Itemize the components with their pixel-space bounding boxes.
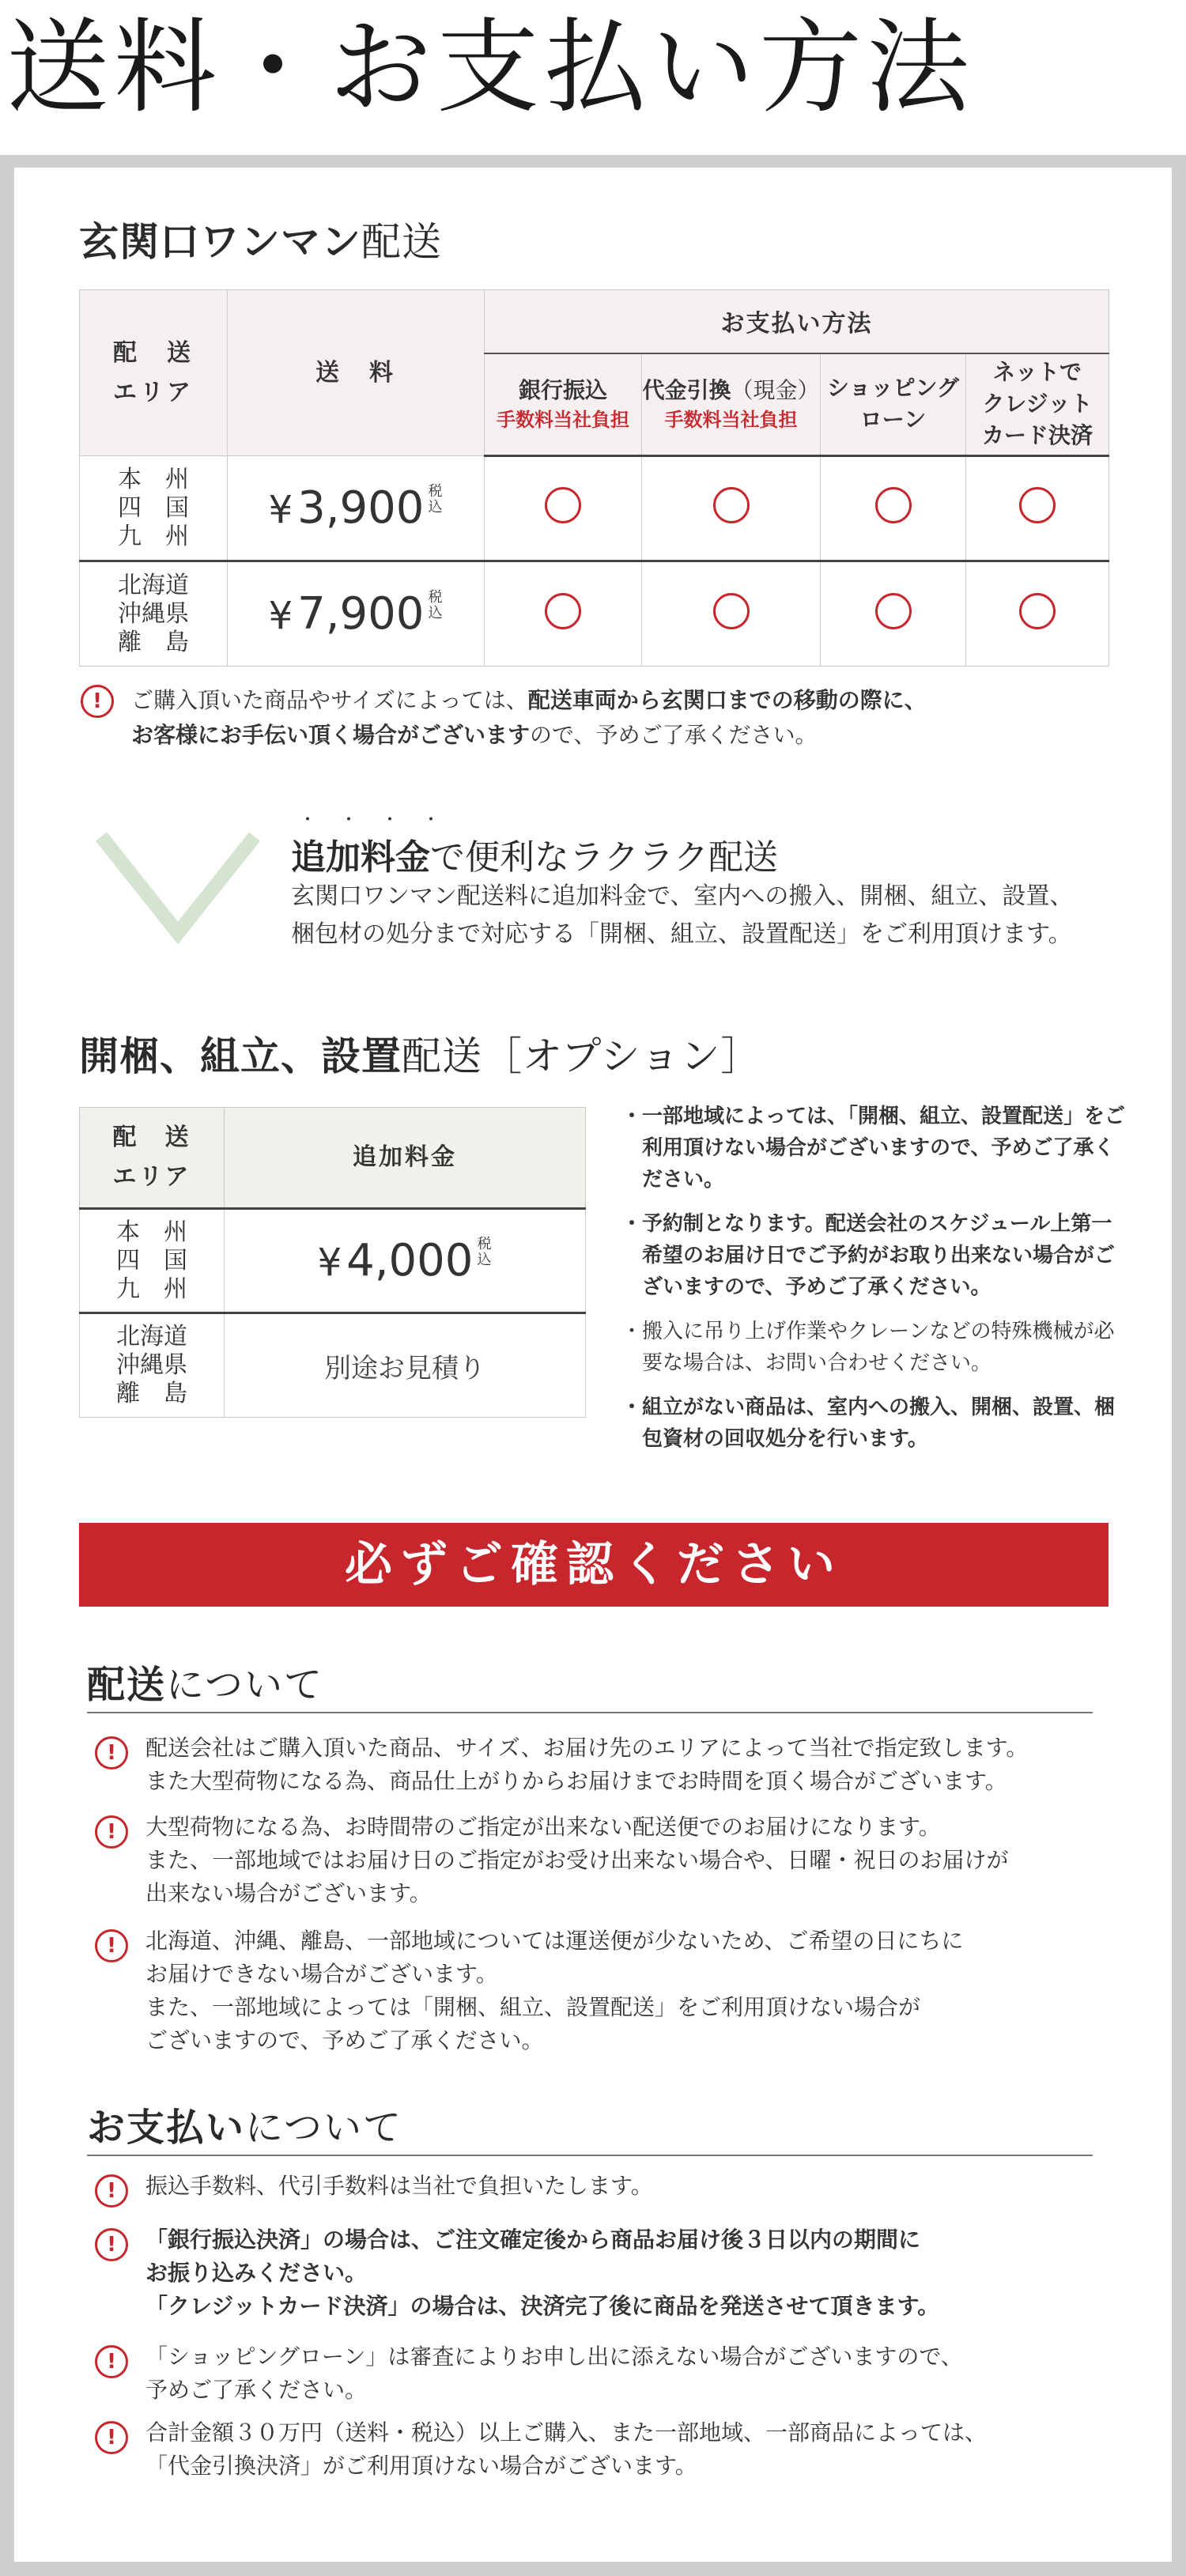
option-notes xyxy=(621,1101,1127,1467)
list-item: ・搬入に吊り上げ作業やクレーンなどの特殊機械が必要な場合は、お問い合わせください。 xyxy=(621,1320,1115,1375)
chevron-down-icon xyxy=(95,829,261,947)
option-fee-table xyxy=(79,1107,586,1418)
exclamation-icon: ! xyxy=(95,1736,128,1770)
exclamation-icon: ! xyxy=(95,1929,128,1962)
available-circle-icon xyxy=(1019,593,1056,629)
price-cell: ¥ 4,000 税 込 xyxy=(225,1209,586,1313)
header-payment-methods: お支払い方法 xyxy=(485,290,1109,353)
available-circle-icon xyxy=(545,487,581,523)
area-cell: 本 州 四 国 九 州 xyxy=(80,456,228,561)
rakuraku-title: 追加料金で便利なラクラク配送 xyxy=(291,837,778,878)
available-circle-icon xyxy=(875,487,912,523)
header-cod: 代金引換（現金） 手数料当社負担 xyxy=(642,353,821,456)
genkan-note: ご購入頂いた商品やサイズによっては、配送車両から玄関口までの移動の際に、 お客様にお手伝い頂く場合がございますので、予めご了承ください。 xyxy=(131,687,927,748)
list-item: ・一部地域によっては、「開梱、組立、設置配送」をご利用頂けない場合がございますので、予めご了承ください。 xyxy=(621,1105,1126,1192)
delivery-heading: 配送について xyxy=(87,1654,1093,1713)
header-additional-fee: 追加料金 xyxy=(225,1108,586,1209)
available-circle-icon xyxy=(1019,487,1056,523)
price-cell: ¥ 3,900 税 込 xyxy=(228,456,485,561)
available-circle-icon xyxy=(545,593,581,629)
table-row xyxy=(80,1209,586,1313)
available-circle-icon xyxy=(875,593,912,629)
list-item: ・組立がない商品は、室内への搬入、開梱、設置、梱包資材の回収処分を行います。 xyxy=(621,1396,1116,1451)
available-circle-icon xyxy=(713,593,750,629)
header-fee: 送 料 xyxy=(228,290,485,456)
exclamation-icon: ! xyxy=(81,685,114,718)
price-cell: ¥ 7,900 税 込 xyxy=(228,561,485,667)
table-row xyxy=(80,561,1109,667)
area-cell: 本 州 四 国 九 州 xyxy=(80,1209,225,1313)
header-credit-card: ネットで クレジット カード決済 xyxy=(966,353,1109,456)
table-row xyxy=(80,1313,586,1418)
area-cell: 北海道 沖縄県 離 島 xyxy=(80,561,228,667)
area-cell: 北海道 沖縄県 離 島 xyxy=(80,1313,225,1418)
exclamation-icon: ! xyxy=(95,2174,128,2208)
table-row xyxy=(80,456,1109,561)
exclamation-icon: ! xyxy=(95,1815,128,1849)
header-area: 配 送 エリア xyxy=(80,1108,225,1209)
emphasis-dots: ・・・・ xyxy=(299,810,464,830)
header-bank-transfer: 銀行振込 手数料当社負担 xyxy=(485,353,642,456)
estimate-cell: 別途お見積り xyxy=(225,1313,586,1418)
header-area: 配 送 エリア xyxy=(80,290,228,456)
list-item: ・予約制となります。配送会社のスケジュール上第一希望のお届け日でご予約がお取り出来ない場合がございますので、予めご了承ください。 xyxy=(621,1212,1116,1299)
rakuraku-description: 玄関口ワンマン配送料に追加料金で、室内への搬入、開梱、組立、設置、 梱包材の処分まで対応する「開梱、組立、設置配送」をご利用頂けます。 xyxy=(291,882,1074,948)
page-title: 送料・お支払い方法 xyxy=(6,7,975,127)
exclamation-icon: ! xyxy=(95,2228,128,2261)
confirm-banner: 必ずご確認ください xyxy=(79,1523,1109,1607)
exclamation-icon: ! xyxy=(95,2345,128,2378)
shipping-table xyxy=(79,289,1109,667)
header-shopping-loan: ショッピング ローン xyxy=(821,353,966,456)
section-title-option: 開梱、組立、設置配送［オプション］ xyxy=(79,1033,761,1079)
payment-heading: お支払いについて xyxy=(87,2097,1093,2156)
exclamation-icon: ! xyxy=(95,2421,128,2454)
available-circle-icon xyxy=(713,487,750,523)
section-title-genkan: 玄関口ワンマン配送 xyxy=(79,219,442,265)
